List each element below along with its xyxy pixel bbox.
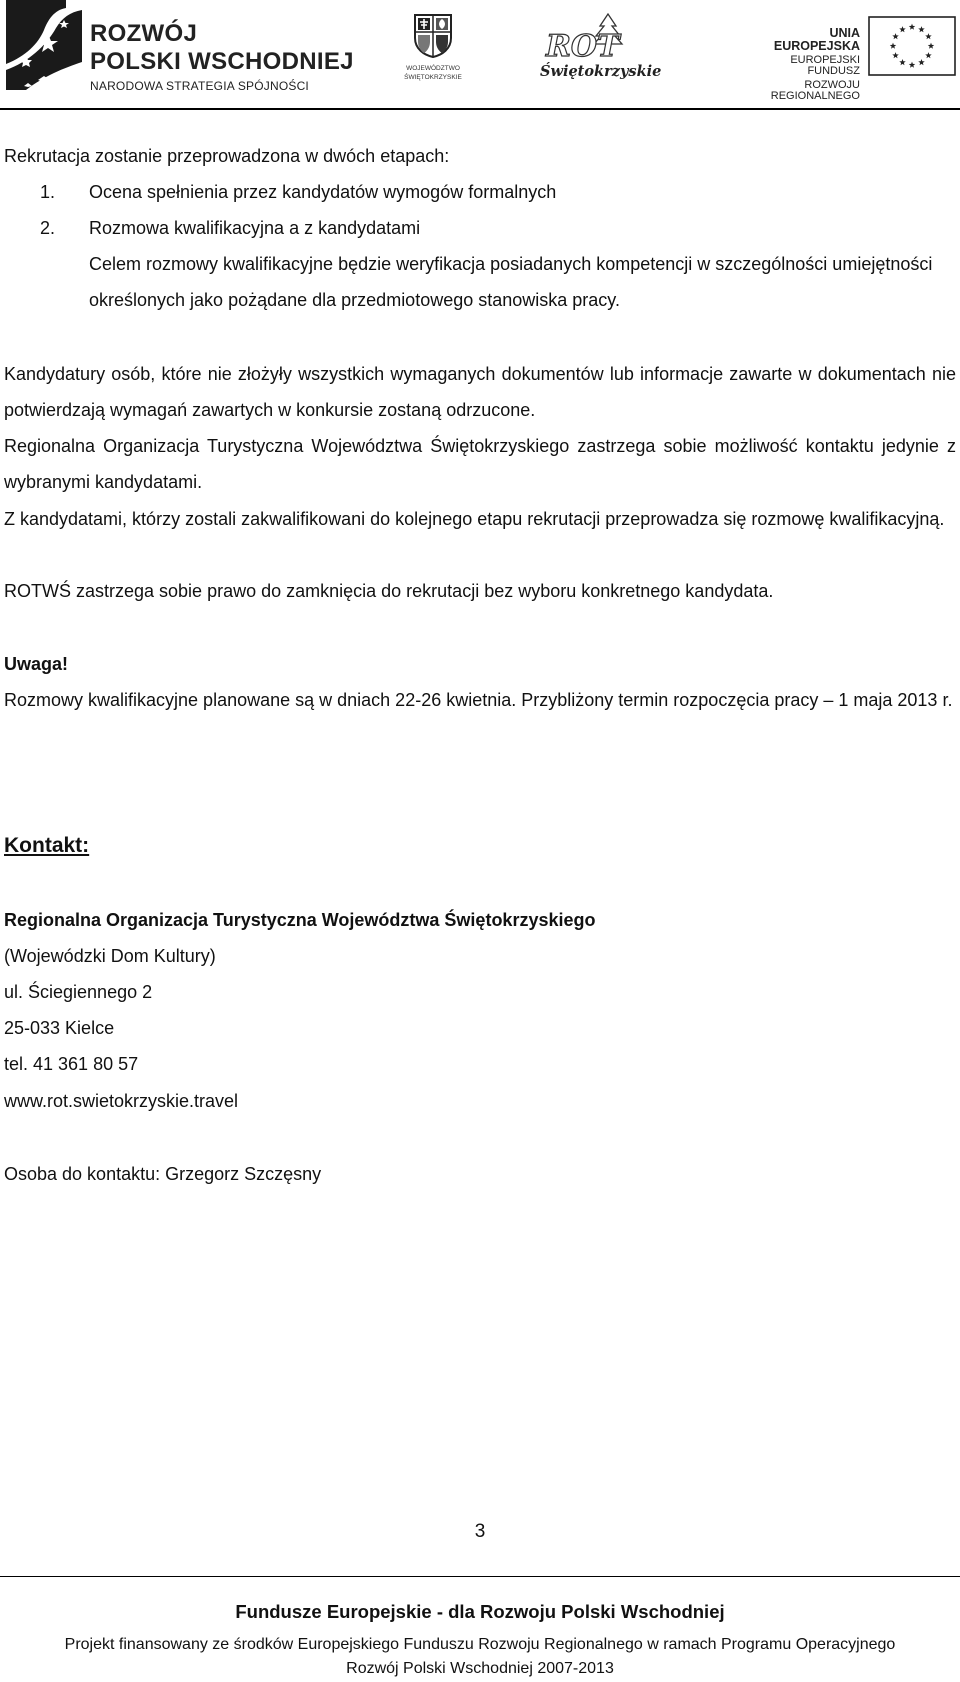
- contact-person: Osoba do kontaktu: Grzegorz Szczęsny: [4, 1164, 322, 1184]
- woj-logo-caption1: WOJEWÓDZTWO: [406, 65, 460, 72]
- stage-2-detail: Celem rozmowy kwalifikacyjne będzie weryfikacja posiadanych kompetencji w szczególności umiejętności określonych jako pożądane dla przedmiotowego stanowiska pracy.: [89, 254, 933, 310]
- rpw-logo-line2: POLSKI WSCHODNIEJ: [90, 48, 354, 75]
- contact-street: ul. Ściegiennego 2: [4, 982, 153, 1002]
- rot-logo-script: Świętokrzyskie: [540, 63, 662, 80]
- contact-phone: tel. 41 361 80 57: [4, 1054, 139, 1074]
- contact-heading-wrapper: [4, 828, 956, 864]
- contact-website: www.rot.swietokrzyskie.travel: [4, 1091, 239, 1111]
- contact-heading: Kontakt:: [4, 834, 90, 857]
- contact-building: (Wojewódzki Dom Kultury): [4, 946, 216, 966]
- notice-text: Rozmowy kwalifikacyjne planowane są w dniach 22-26 kwietnia. Przybliżony termin rozpoczęcia pracy – 1 maja 2013 r.: [4, 690, 953, 710]
- rozwoj-polski-wschodniej-logo-text: [90, 22, 354, 92]
- recruitment-intro: Rekrutacja zostanie przeprowadzona w dwóch etapach:: [4, 146, 450, 166]
- woj-logo-caption2: ŚWIĘTOKRZYSKIE: [404, 74, 462, 81]
- contact-organization: Regionalna Organizacja Turystyczna Województwa Świętokrzyskiego: [4, 910, 596, 930]
- rpw-logo-line1: ROZWÓJ: [90, 20, 198, 47]
- paragraph-contact-selected: Regionalna Organizacja Turystyczna Województwa Świętokrzyskiego zastrzega sobie możliwość kontaktu jedynie z wybranymi kandydatami.: [4, 436, 956, 492]
- footer-funding-note: Projekt finansowany ze środków Europejskiego Funduszu Rozwoju Regionalnego w ramach Programu Operacyjnego Rozwój Polski Wschodniej 2007-2013: [64, 1636, 896, 1677]
- page-number: 3: [474, 1521, 486, 1542]
- rot-logo-big: ROT: [546, 29, 620, 64]
- stage-1-number: 1.: [40, 182, 56, 202]
- paragraph-qualified-interview: Z kandydatami, którzy zostali zakwalifikowani do kolejnego etapu rekrutacji przeprowadza się rozmowę kwalifikacyjną.: [4, 509, 945, 529]
- rot-swietokrzyskie-logo: [536, 12, 662, 80]
- stage-1-text: Ocena spełnienia przez kandydatów wymogów formalnych: [89, 182, 557, 202]
- ue-logo-line3: ROZWOJU REGIONALNEGO: [770, 79, 860, 102]
- wojewodztwo-swietokrzyskie-logo: [404, 12, 462, 81]
- contact-city: 25-033 Kielce: [4, 1018, 115, 1038]
- paragraph-right-to-close: ROTWŚ zastrzega sobie prawo do zamknięcia do rekrutacji bez wyboru konkretnego kandydata.: [4, 581, 774, 601]
- eu-flag-icon: [868, 16, 956, 76]
- paragraph-rejected-candidates: Kandydatury osób, które nie złożyły wszystkich wymaganych dokumentów lub informacje zawarte w dokumentach nie potwierdzają wymagań zawartych w konkursie zostaną odrzucone.: [4, 364, 956, 420]
- footer-divider: [0, 1576, 960, 1577]
- rozwoj-polski-wschodniej-logo-icon: [4, 0, 84, 92]
- rpw-logo-line3: NARODOWA STRATEGIA SPÓJNOŚCI: [90, 79, 309, 93]
- ue-logo-line1: UNIA EUROPEJSKA: [773, 26, 860, 53]
- footer-title: Fundusze Europejskie - dla Rozwoju Polski Wschodniej: [235, 1601, 725, 1622]
- unia-europejska-logo-text: [745, 27, 860, 102]
- page-header: [0, 0, 960, 112]
- ue-logo-line2: EUROPEJSKI FUNDUSZ: [790, 54, 860, 77]
- notice-label: Uwaga!: [4, 654, 69, 674]
- stage-2-text: Rozmowa kwalifikacyjna a z kandydatami: [89, 218, 421, 238]
- coat-of-arms-icon: [412, 12, 454, 58]
- header-divider: [0, 108, 960, 110]
- stage-2-number: 2.: [40, 218, 56, 238]
